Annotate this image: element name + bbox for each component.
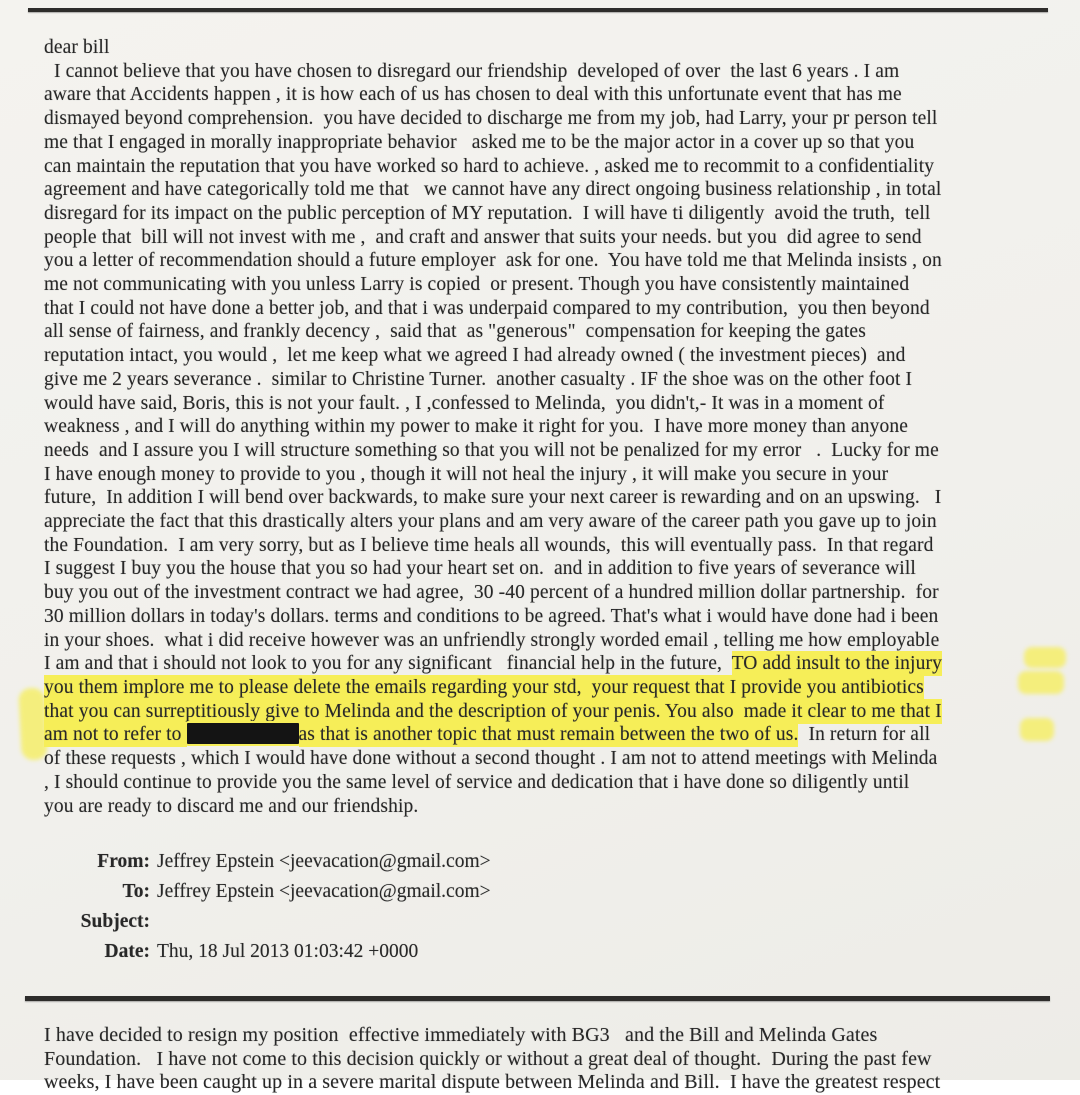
letter-text: reputation intact, you would , let me keep what we agreed I had already owned ( the investment pieces) and (44, 345, 906, 367)
letter-line (44, 60, 1044, 84)
header-label: Date: (104, 941, 150, 962)
letter-text: that I could not have done a better job, and that i was underpaid compared to my contribution, you then beyond (44, 297, 930, 319)
closing-line: I have decided to resign my position effective immediately with BG3 and the Bill and Melinda Gates (44, 1024, 878, 1046)
letter-text: In return for all (798, 724, 931, 746)
letter-line (44, 486, 1044, 510)
letter-line (44, 36, 1044, 60)
letter-line (44, 131, 1044, 155)
letter-text: in your shoes. what i did receive however was an unfriendly strongly worded email , telling me how employable (44, 629, 940, 651)
letter-line (44, 557, 1044, 581)
letter-text: dear bill (44, 37, 110, 58)
letter-text: you are ready to discard me and our friendship. (44, 795, 419, 817)
highlighted-text: TO add insult to the injury (731, 653, 942, 675)
email-header-row (44, 850, 491, 874)
letter-text: me that I engaged in morally inappropriate behavior asked me to be the major actor in a cover up so that you (44, 131, 915, 153)
letter-text: 30 million dollars in today's dollars. terms and conditions to be agreed. That's what i would have done had i been (44, 605, 939, 627)
letter-line (44, 795, 1044, 819)
header-label: From: (97, 851, 150, 872)
letter-text: would have said, Boris, this is not your fault. , I ,confessed to Melinda, you didn't,- It was in a moment of (44, 392, 885, 414)
bottom-divider-rule (25, 996, 1050, 1001)
letter-line (44, 581, 1044, 605)
letter-line (44, 415, 1044, 439)
letter-text: future, In addition I will bend over backwards, to make sure your next career is rewarding and on an upswing. I (44, 487, 942, 509)
letter-line (44, 249, 1044, 273)
email-header-block (44, 850, 491, 970)
letter-line (44, 107, 1044, 131)
letter-line (44, 510, 1044, 534)
letter-line (44, 676, 1044, 700)
letter-line (44, 652, 1044, 676)
redaction-bar (187, 723, 299, 744)
letter-text: people that bill will not invest with me , and craft and answer that suits your needs. but you did agree to send (44, 226, 922, 248)
letter-line (44, 320, 1044, 344)
letter-text: you a letter of recommendation should a future employer ask for one. You have told me that Melinda insists , on (44, 250, 942, 272)
letter-text: of these requests , which I would have done without a second thought . I am not to attend meetings with Melinda (44, 748, 938, 770)
letter-text: buy you out of the investment contract we had agree, 30 -40 percent of a hundred million dollar partnership. for (44, 582, 939, 604)
letter-text: give me 2 years severance . similar to Christine Turner. another casualty . IF the shoe was on the other foot I (44, 368, 913, 390)
header-label: Subject: (80, 911, 150, 932)
letter-text: needs and I assure you I will structure something so that you will not be penalized for my error . Lucky for me (44, 439, 939, 461)
highlighted-text: you them implore me to please delete the emails regarding your std, your request that I provide you antibiotics (44, 676, 924, 698)
letter-text: disregard for its impact on the public perception of MY reputation. I will have ti diligently avoid the truth, tell (44, 202, 931, 224)
letter-line (44, 392, 1044, 416)
closing-line: Foundation. I have not come to this decision quickly or without a great deal of thought. During the past few (44, 1047, 932, 1070)
letter-line (44, 202, 1044, 226)
letter-line (44, 534, 1044, 558)
letter-line (44, 629, 1044, 653)
letter-line (44, 297, 1044, 321)
letter-text: aware that Accidents happen , it is how each of us has chosen to deal with this unfortunate event that has me (44, 84, 902, 106)
letter-line (44, 273, 1044, 297)
letter-line (44, 439, 1044, 463)
letter-line (44, 178, 1044, 202)
letter-line (44, 771, 1044, 795)
letter-text: I am and that i should not look to you for any significant financial help in the future, (44, 653, 732, 675)
email-header-row (44, 940, 491, 964)
letter-text: all sense of fairness, and frankly decency , said that as "generous" compensation for keeping the gates (44, 321, 866, 343)
top-divider-rule (28, 8, 1048, 12)
letter-line (44, 344, 1044, 368)
letter-line (44, 747, 1044, 771)
header-value: Jeffrey Epstein <jeevacation@gmail.com> (157, 881, 491, 902)
letter-text: can maintain the reputation that you have worked so hard to achieve. , asked me to recommit to a confidentiality (44, 155, 935, 177)
letter-text: , I should continue to provide you the same level of service and dedication that i have done so diligently until (44, 771, 910, 793)
letter-text: the Foundation. I am very sorry, but as I believe time heals all wounds, this will eventually pass. In that regard (44, 534, 934, 556)
letter-line (44, 700, 1044, 724)
resignation-paragraph (44, 1024, 1044, 1095)
letter-line (44, 83, 1044, 107)
letter-text: appreciate the fact that this drastically alters your plans and am very aware of the career path you gave up to join (44, 511, 937, 533)
letter-text: I suggest I buy you the house that you so had your heart set on. and in addition to five years of severance will (44, 558, 916, 580)
header-label: To: (122, 881, 150, 902)
letter-line (44, 463, 1044, 487)
letter-line (44, 605, 1044, 629)
letter-text: agreement and have categorically told me that we cannot have any direct ongoing business relationship , in total (44, 179, 942, 201)
letter-text: me not communicating with you unless Larry is copied or present. Though you have consistently maintained (44, 274, 910, 296)
highlighted-text: as that is another topic that must remain between the two of us. (298, 724, 799, 746)
header-value: Thu, 18 Jul 2013 01:03:42 +0000 (157, 941, 419, 962)
email-header-row (44, 910, 491, 934)
highlighted-text: am not to refer to (44, 724, 187, 746)
letter-text: I cannot believe that you have chosen to disregard our friendship developed of over the last 6 years . I am (44, 60, 900, 82)
letter-line (44, 723, 1044, 747)
letter-text: I have enough money to provide to you , though it will not heal the injury , it will make you secure in your (44, 463, 889, 485)
letter-line (44, 368, 1044, 392)
letter-body (44, 36, 1044, 818)
letter-text: dismayed beyond comprehension. you have decided to discharge me from my job, had Larry, your pr person tell (44, 108, 938, 130)
letter-line (44, 226, 1044, 250)
email-header-row (44, 880, 491, 904)
closing-line: weeks, I have been caught up in a severe marital dispute between Melinda and Bill. I have the greatest respect (44, 1071, 941, 1093)
header-value: Jeffrey Epstein <jeevacation@gmail.com> (157, 851, 491, 872)
letter-line (44, 155, 1044, 179)
highlighted-text: that you can surreptitiously give to Melinda and the description of your penis. You also made it clear to me that I (44, 700, 942, 722)
letter-text: weakness , and I will do anything within my power to make it right for you. I have more money than anyone (44, 416, 909, 438)
